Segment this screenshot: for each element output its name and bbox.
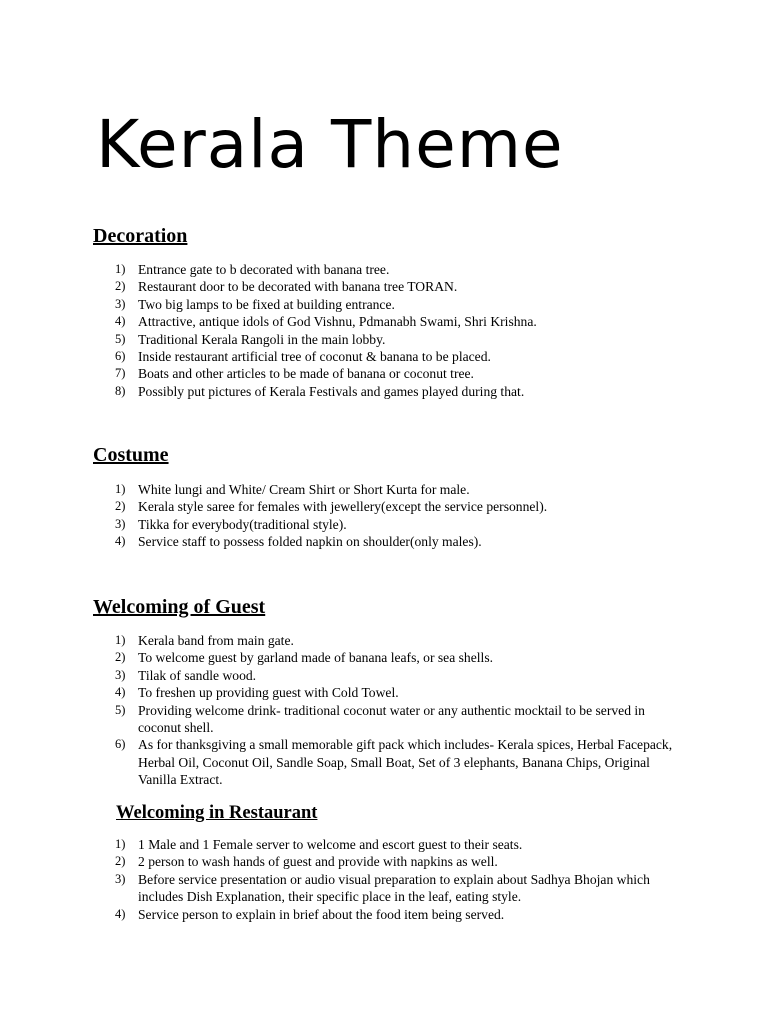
item-text: Boats and other articles to be made of banana or coconut tree. (138, 366, 474, 382)
item-number: 4) (115, 906, 126, 921)
list-item (93, 649, 678, 666)
item-number: 4) (115, 685, 126, 700)
list-item (93, 498, 693, 515)
list-item (93, 516, 693, 533)
item-text: Restaurant door to be decorated with banana tree TORAN. (138, 279, 458, 295)
item-number: 7) (115, 366, 126, 381)
item-text: 2 person to wash hands of guest and provide with napkins as well. (138, 854, 498, 870)
item-text: Inside restaurant artificial tree of coconut & banana to be placed. (138, 349, 491, 365)
item-text: White lungi and White/ Cream Shirt or Short Kurta for male. (138, 482, 470, 497)
item-text: Before service presentation or audio visual preparation to explain about Sadhya Bhojan which includes Dish Explanation, their specific place in the leaf, eating style. (138, 871, 650, 905)
item-text: Tikka for everybody(traditional style). (138, 516, 347, 532)
costume-list (93, 481, 693, 551)
list-item (93, 853, 683, 870)
item-number: 6) (115, 349, 126, 364)
item-text: Two big lamps to be fixed at building entrance. (138, 296, 395, 312)
list-item (93, 702, 678, 737)
welcoming-restaurant-list (93, 836, 683, 923)
page-title: Kerala Theme (96, 106, 564, 183)
item-number: 1) (115, 837, 126, 851)
list-item (93, 906, 683, 923)
item-number: 2) (115, 650, 126, 665)
item-text: To welcome guest by garland made of banana leafs, or sea shells. (138, 650, 494, 666)
section-heading-decoration: Decoration (93, 225, 188, 247)
item-number: 1) (115, 633, 126, 647)
item-text: 1 Male and 1 Female server to welcome and escort guest to their seats. (138, 837, 523, 852)
item-text: As for thanksgiving a small memorable gift pack which includes- Kerala spices, Herbal Facepack, Herbal Oil, Coconut Oil, Sandle Soap, Small Boat, Set of 3 elephants, Banana Chips, Original Vanilla Extract. (138, 737, 673, 788)
item-text: Kerala style saree for females with jewellery(except the service personnel). (138, 499, 548, 515)
item-text: To freshen up providing guest with Cold Towel. (138, 685, 399, 701)
list-item (93, 331, 693, 348)
list-item (93, 365, 693, 382)
item-number: 5) (115, 331, 126, 346)
list-item (93, 383, 693, 400)
list-item (93, 261, 693, 278)
list-item (93, 632, 678, 649)
list-item (93, 684, 678, 701)
list-item (93, 533, 693, 550)
item-number: 3) (115, 667, 126, 682)
section-heading-welcoming-guest: Welcoming of Guest (93, 596, 266, 618)
item-number: 6) (115, 737, 126, 752)
list-item (93, 278, 693, 295)
list-item (93, 296, 693, 313)
item-text: Entrance gate to b decorated with banana tree. (138, 262, 390, 277)
item-text: Attractive, antique idols of God Vishnu, Pdmanabh Swami, Shri Krishna. (138, 314, 537, 330)
list-item (93, 836, 683, 853)
item-text: Service person to explain in brief about the food item being served. (138, 906, 505, 922)
item-number: 5) (115, 702, 126, 717)
item-text: Traditional Kerala Rangoli in the main lobby. (138, 331, 386, 347)
list-item (93, 313, 693, 330)
item-text: Providing welcome drink- traditional coconut water or any authentic mocktail to be served in coconut shell. (138, 702, 645, 736)
list-item (93, 667, 678, 684)
welcoming-guest-list (93, 632, 678, 789)
item-number: 3) (115, 871, 126, 886)
list-item (93, 348, 693, 365)
list-item (93, 481, 693, 498)
item-number: 2) (115, 854, 126, 869)
item-text: Tilak of sandle wood. (138, 667, 257, 683)
item-number: 2) (115, 279, 126, 294)
item-text: Kerala band from main gate. (138, 633, 294, 648)
item-number: 1) (115, 262, 126, 276)
item-text: Service staff to possess folded napkin on shoulder(only males). (138, 534, 482, 550)
item-number: 2) (115, 499, 126, 514)
decoration-list (93, 261, 693, 400)
item-number: 3) (115, 516, 126, 531)
section-heading-costume: Costume (93, 444, 169, 466)
item-number: 4) (115, 534, 126, 549)
item-number: 4) (115, 314, 126, 329)
item-number: 3) (115, 296, 126, 311)
item-text: Possibly put pictures of Kerala Festivals and games played during that. (138, 383, 525, 399)
item-number: 8) (115, 383, 126, 398)
list-item (93, 871, 683, 906)
item-number: 1) (115, 482, 126, 496)
section-heading-welcoming-restaurant: Welcoming in Restaurant (116, 803, 318, 823)
list-item (93, 736, 678, 788)
